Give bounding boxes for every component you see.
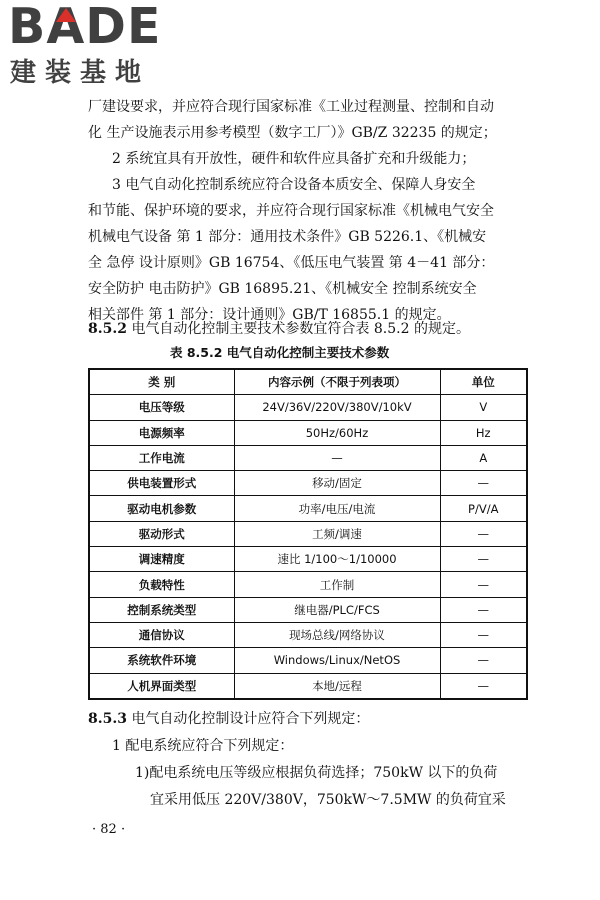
table-row [89, 547, 527, 572]
row-unit: — [440, 521, 527, 546]
row-unit: — [440, 673, 527, 699]
header-examples: 内容示例（不限于列表项） [234, 369, 440, 395]
header-unit: 单位 [440, 369, 527, 395]
table-row [89, 496, 527, 521]
table-header-row [89, 369, 527, 395]
row-example: 功率/电压/电流 [234, 496, 440, 521]
table-row [89, 420, 527, 445]
row-unit: — [440, 648, 527, 673]
row-example: 继电器/PLC/FCS [234, 597, 440, 622]
row-category: 驱动电机参数 [89, 496, 234, 521]
row-unit: — [440, 471, 527, 496]
bade-logo [8, 2, 178, 90]
row-example: Windows/Linux/NetOS [234, 648, 440, 673]
row-category: 供电装置形式 [89, 471, 234, 496]
row-unit: — [440, 622, 527, 647]
row-unit: — [440, 572, 527, 597]
row-example: 工作制 [234, 572, 440, 597]
table-row [89, 395, 527, 420]
row-unit: — [440, 597, 527, 622]
sub-clause-1: 1)配电系统电压等级应根据负荷选择；750kW 以下的负荷 [135, 765, 498, 781]
section-text: 电气自动化控制设计应符合下列规定： [131, 711, 370, 727]
row-category: 驱动形式 [89, 521, 234, 546]
header-category: 类 别 [89, 369, 234, 395]
row-example: 速比 1/100～1/10000 [234, 547, 440, 572]
row-example: 24V/36V/220V/380V/10kV [234, 395, 440, 420]
row-category: 调速精度 [89, 547, 234, 572]
row-example: 本地/远程 [234, 673, 440, 699]
clause-3: 3 电气自动化控制系统应符合设备本质安全、保障人身安全 [112, 177, 476, 193]
body-line: 机械电气设备 第 1 部分：通用技术条件》GB 5226.1、《机械安 [88, 229, 487, 245]
row-category: 人机界面类型 [89, 673, 234, 699]
table-row [89, 445, 527, 470]
clause-1: 1 配电系统应符合下列规定： [112, 738, 294, 754]
body-line: 相关部件 第 1 部分：设计通则》GB/T 16855.1 的规定。 [88, 307, 451, 323]
table-row [89, 648, 527, 673]
row-category: 系统软件环境 [89, 648, 234, 673]
row-category: 通信协议 [89, 622, 234, 647]
body-line: 和节能、保护环境的要求，并应符合现行国家标准《机械电气安全 [88, 203, 494, 219]
row-unit: — [440, 547, 527, 572]
row-category: 电源频率 [89, 420, 234, 445]
table-row [89, 622, 527, 647]
section-number: 8.5.2 [88, 321, 127, 337]
row-unit: A [440, 445, 527, 470]
section-text: 电气自动化控制主要技术参数宜符合表 8.5.2 的规定。 [131, 321, 470, 337]
row-example: — [234, 445, 440, 470]
row-unit: Hz [440, 420, 527, 445]
sub-clause-1-continued: 宜采用低压 220V/380V，750kW～7.5MW 的负荷宜采 [150, 792, 506, 808]
logo-accent-triangle [56, 8, 76, 22]
row-category: 负载特性 [89, 572, 234, 597]
row-example: 现场总线/网络协议 [234, 622, 440, 647]
table-caption: 表 8.5.2 电气自动化控制主要技术参数 [170, 345, 390, 360]
row-example: 移动/固定 [234, 471, 440, 496]
section-number: 8.5.3 [88, 711, 127, 727]
row-category: 工作电流 [89, 445, 234, 470]
body-line: 安全防护 电击防护》GB 16895.21、《机械安全 控制系统安全 [88, 281, 477, 297]
logo-wordmark: BADE [8, 0, 162, 55]
table-row [89, 572, 527, 597]
table-row [89, 521, 527, 546]
row-unit: V [440, 395, 527, 420]
section-8-5-3 [88, 708, 369, 730]
section-8-5-2 [88, 318, 470, 340]
row-category: 电压等级 [89, 395, 234, 420]
table-row [89, 471, 527, 496]
row-example: 50Hz/60Hz [234, 420, 440, 445]
row-category: 控制系统类型 [89, 597, 234, 622]
clause-2: 2 系统宜具有开放性，硬件和软件应具备扩充和升级能力； [112, 151, 476, 167]
row-unit: P/V/A [440, 496, 527, 521]
body-line: 化 生产设施表示用参考模型（数字工厂）》GB/Z 32235 的规定； [88, 125, 497, 141]
body-line: 厂建设要求，并应符合现行国家标准《工业过程测量、控制和自动 [88, 99, 494, 115]
table-row [89, 673, 527, 699]
logo-subtitle: 建装基地 [10, 58, 151, 88]
table-row [89, 597, 527, 622]
page-number: · 82 · [92, 822, 126, 837]
row-example: 工频/调速 [234, 521, 440, 546]
body-line: 全 急停 设计原则》GB 16754、《低压电气装置 第 4－41 部分： [88, 255, 495, 271]
parameters-table [88, 368, 528, 700]
